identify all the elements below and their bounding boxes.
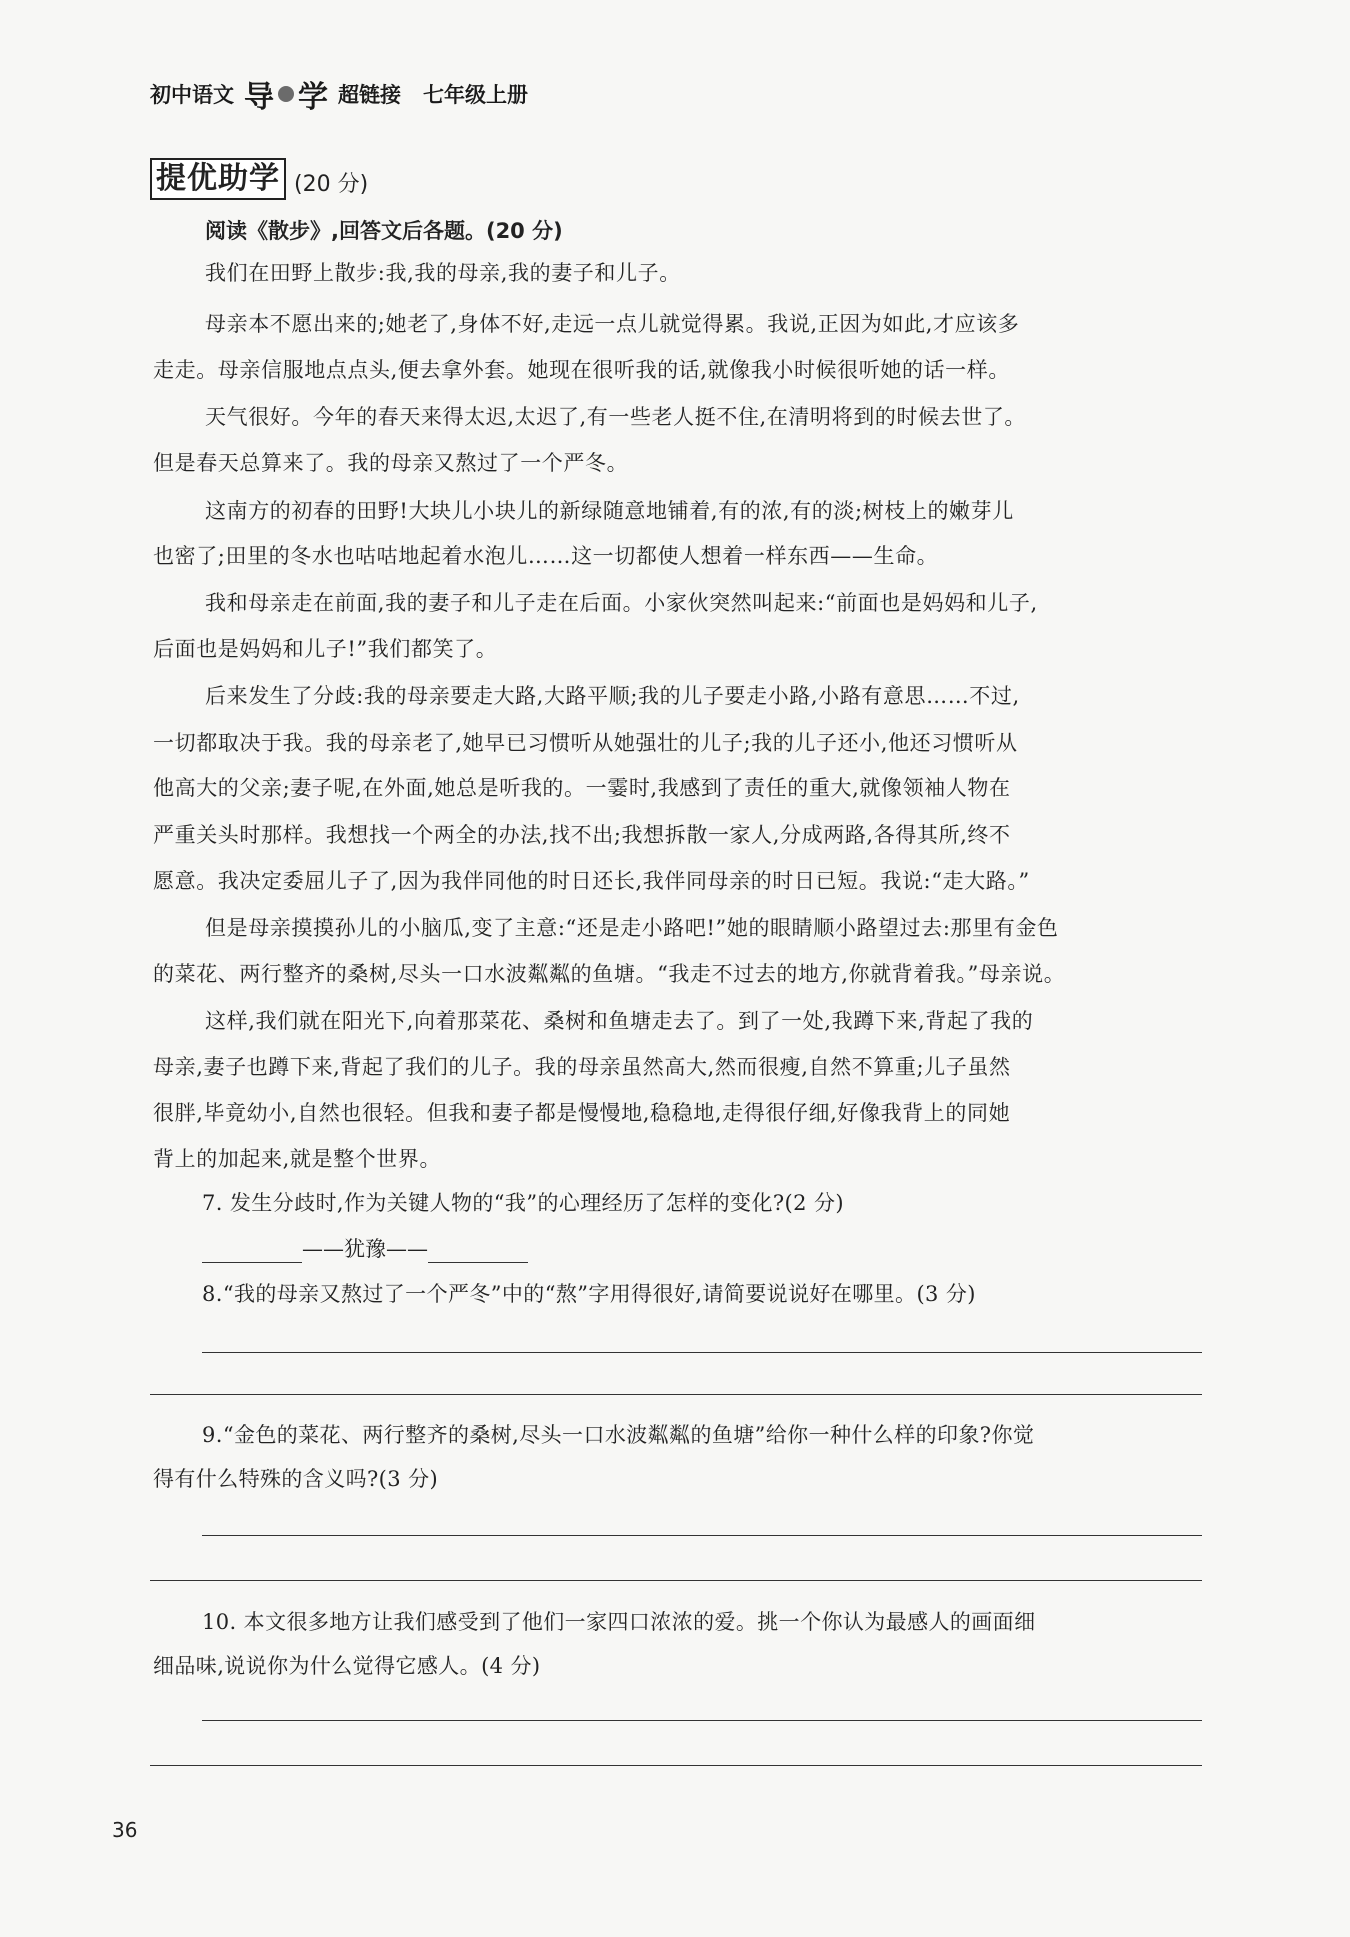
series-logo	[244, 72, 328, 116]
question-7-middle: ——犹豫——	[302, 1237, 428, 1261]
page-header	[150, 74, 528, 114]
passage-line: 后面也是妈妈和儿子!”我们都笑了。	[153, 637, 498, 661]
question-7-blank-1[interactable]	[202, 1236, 302, 1263]
passage-line: 一切都取决于我。我的母亲老了,她早已习惯听从她强壮的儿子;我的儿子还小,他还习惯听从	[153, 731, 1018, 755]
logo-dao: 导	[244, 80, 274, 115]
question-9-answer-line-1[interactable]	[202, 1535, 1202, 1536]
passage-line: 的菜花、两行整齐的桑树,尽头一口水波粼粼的鱼塘。“我走不过去的地方,你就背着我。”母亲说。	[153, 962, 1066, 986]
question-8-answer-line-2[interactable]	[150, 1394, 1202, 1395]
passage-line: 走走。母亲信服地点点头,便去拿外套。她现在很听我的话,就像我小时候很听她的话一样。	[153, 358, 1010, 382]
grade-label: 七年级上册	[423, 83, 528, 107]
section-title: 提优助学	[150, 158, 286, 200]
passage-line: 愿意。我决定委屈儿子了,因为我伴同他的时日还长,我伴同母亲的时日已短。我说:“走大路。”	[153, 869, 1030, 893]
passage-line: 背上的加起来,就是整个世界。	[153, 1147, 442, 1171]
passage-line: 我们在田野上散步:我,我的母亲,我的妻子和儿子。	[205, 261, 681, 285]
page-number: 36	[112, 1818, 138, 1842]
passage-line: 后来发生了分歧:我的母亲要走大路,大路平顺;我的儿子要走小路,小路有意思……不过,	[205, 684, 1020, 708]
passage-line: 我和母亲走在前面,我的妻子和儿子走在后面。小家伙突然叫起来:“前面也是妈妈和儿子,	[205, 591, 1038, 615]
section-heading	[150, 158, 368, 200]
passage-line: 但是春天总算来了。我的母亲又熬过了一个严冬。	[153, 451, 629, 475]
question-10-answer-line-1[interactable]	[202, 1720, 1202, 1721]
series-title-right: 超链接	[338, 83, 401, 107]
question-7: 7. 发生分歧时,作为关键人物的“我”的心理经历了怎样的变化?(2 分)	[202, 1191, 844, 1215]
question-8: 8.“我的母亲又熬过了一个严冬”中的“熬”字用得很好,请简要说说好在哪里。(3 分)	[202, 1282, 976, 1306]
passage-line: 母亲本不愿出来的;她老了,身体不好,走远一点儿就觉得累。我说,正因为如此,才应该多	[205, 312, 1020, 336]
question-7-answer-row	[202, 1233, 528, 1263]
question-10-line-1: 10. 本文很多地方让我们感受到了他们一家四口浓浓的爱。挑一个你认为最感人的画面细	[202, 1610, 1036, 1634]
passage-line: 母亲,妻子也蹲下来,背起了我们的儿子。我的母亲虽然高大,然而很瘦,自然不算重;儿子虽然	[153, 1055, 1011, 1079]
question-7-blank-2[interactable]	[428, 1236, 528, 1263]
reading-instruction: 阅读《散步》,回答文后各题。(20 分)	[205, 219, 563, 243]
passage-line: 严重关头时那样。我想找一个两全的办法,找不出;我想拆散一家人,分成两路,各得其所,终不	[153, 823, 1011, 847]
passage-line: 很胖,毕竟幼小,自然也很轻。但我和妻子都是慢慢地,稳稳地,走得很仔细,好像我背上的同她	[153, 1101, 1011, 1125]
series-title-left: 初中语文	[150, 83, 234, 107]
passage-line: 天气很好。今年的春天来得太迟,太迟了,有一些老人挺不住,在清明将到的时候去世了。	[205, 405, 1027, 429]
section-score: (20 分)	[294, 172, 369, 197]
logo-dot-icon	[278, 86, 294, 102]
passage-line: 也密了;田里的冬水也咕咕地起着水泡儿……这一切都使人想着一样东西——生命。	[153, 544, 939, 568]
logo-xue: 学	[298, 80, 328, 115]
question-8-answer-line-1[interactable]	[202, 1352, 1202, 1353]
question-10-line-2: 细品味,说说你为什么觉得它感人。(4 分)	[153, 1654, 541, 1678]
passage-line: 他高大的父亲;妻子呢,在外面,她总是听我的。一霎时,我感到了责任的重大,就像领袖人物在	[153, 776, 1011, 800]
passage-line: 这样,我们就在阳光下,向着那菜花、桑树和鱼塘走去了。到了一处,我蹲下来,背起了我的	[205, 1009, 1034, 1033]
question-10-answer-line-2[interactable]	[150, 1765, 1202, 1766]
passage-line: 这南方的初春的田野!大块儿小块儿的新绿随意地铺着,有的浓,有的淡;树枝上的嫩芽儿	[205, 499, 1014, 523]
question-9-line-2: 得有什么特殊的含义吗?(3 分)	[153, 1467, 439, 1491]
question-9-answer-line-2[interactable]	[150, 1580, 1202, 1581]
question-9-line-1: 9.“金色的菜花、两行整齐的桑树,尽头一口水波粼粼的鱼塘”给你一种什么样的印象?你觉	[202, 1423, 1035, 1447]
passage-line: 但是母亲摸摸孙儿的小脑瓜,变了主意:“还是走小路吧!”她的眼睛顺小路望过去:那里有金色	[205, 916, 1059, 940]
